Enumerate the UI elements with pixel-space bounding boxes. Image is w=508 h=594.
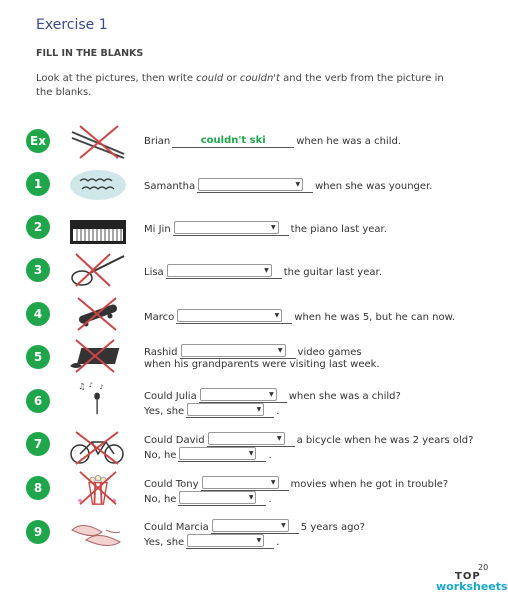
short-answer-6: Yes, she ▼ . — [144, 403, 279, 418]
water-waves-icon — [66, 167, 130, 203]
sentence-2: Mi Jin ▼ the piano last year. — [144, 221, 387, 236]
row-number-badge: 9 — [26, 520, 50, 544]
sentence-ex: Brian couldn't ski when he was a child. — [144, 135, 401, 147]
section-heading: FILL IN THE BLANKS — [36, 48, 144, 59]
row-number-badge: 3 — [26, 258, 50, 282]
short-answer-9: Yes, she ▼ . — [144, 534, 279, 549]
brand-logo-top: TOP — [455, 571, 481, 582]
row-number-badge: 7 — [26, 432, 50, 456]
popcorn-crossed-icon — [66, 470, 130, 506]
skateboard-crossed-icon — [66, 296, 130, 332]
sentence-7: Could David ▼ a bicycle when he was 2 years old? — [144, 432, 473, 447]
short-answer-7: No, he ▼ . — [144, 447, 272, 462]
sentence-8: Could Tony ▼ movies when he got in trouble? — [144, 476, 448, 491]
exercise-title: Exercise 1 — [36, 17, 108, 33]
verb-dropdown[interactable] — [177, 309, 282, 322]
bicycle-crossed-icon — [66, 430, 130, 466]
row-number-badge: 6 — [26, 389, 50, 413]
row-number-badge: 5 — [26, 345, 50, 369]
row-number-badge: 4 — [26, 302, 50, 326]
microphone-music-icon — [66, 380, 130, 416]
verb-dropdown[interactable] — [174, 221, 279, 234]
short-answer-8: No, he ▼ . — [144, 491, 272, 506]
sentence-9: Could Marcia ▼ 5 years ago? — [144, 519, 365, 534]
short-answer-dropdown[interactable] — [187, 403, 264, 416]
sentence-3: Lisa ▼ the guitar last year. — [144, 264, 382, 279]
example-answer: couldn't ski — [172, 135, 294, 148]
instructions: Look at the pictures, then write could or couldn't and the verb from the picture in the blanks. — [36, 73, 444, 98]
sentence-5-continued: when his grandparents were visiting last week. — [144, 359, 380, 370]
verb-dropdown[interactable] — [200, 388, 277, 401]
svg-text:♪: ♪ — [99, 384, 104, 391]
verb-dropdown[interactable] — [212, 519, 289, 532]
game-console-crossed-icon — [66, 338, 130, 374]
short-answer-dropdown[interactable] — [187, 534, 264, 547]
verb-dropdown[interactable] — [198, 178, 303, 191]
short-answer-dropdown[interactable] — [179, 491, 256, 504]
verb-dropdown[interactable] — [181, 344, 286, 357]
verb-dropdown[interactable] — [208, 432, 285, 445]
verb-dropdown[interactable] — [167, 264, 272, 277]
piano-keyboard-icon — [66, 214, 130, 250]
short-answer-dropdown[interactable] — [179, 447, 256, 460]
svg-text:♪: ♪ — [89, 382, 94, 390]
skis-crossed-icon — [66, 124, 130, 160]
page-number: 20 — [478, 563, 489, 572]
brand-logo-bottom: worksheets — [436, 580, 508, 593]
sentence-1: Samantha ▼ when she was younger. — [144, 178, 432, 193]
row-number-badge: 8 — [26, 476, 50, 500]
row-number-badge: 1 — [26, 172, 50, 196]
row-number-badge: 2 — [26, 215, 50, 239]
sentence-6: Could Julia ▼ when she was a child? — [144, 388, 401, 403]
verb-dropdown[interactable] — [202, 476, 279, 489]
sentence-4: Marco ▼ when he was 5, but he can now. — [144, 309, 455, 324]
ballet-shoes-icon — [66, 516, 130, 552]
sentence-5: Rashid ▼ video games — [144, 344, 362, 359]
svg-text:♫: ♫ — [78, 381, 86, 391]
row-number-badge: Ex — [26, 129, 50, 153]
guitar-crossed-icon — [66, 252, 130, 288]
